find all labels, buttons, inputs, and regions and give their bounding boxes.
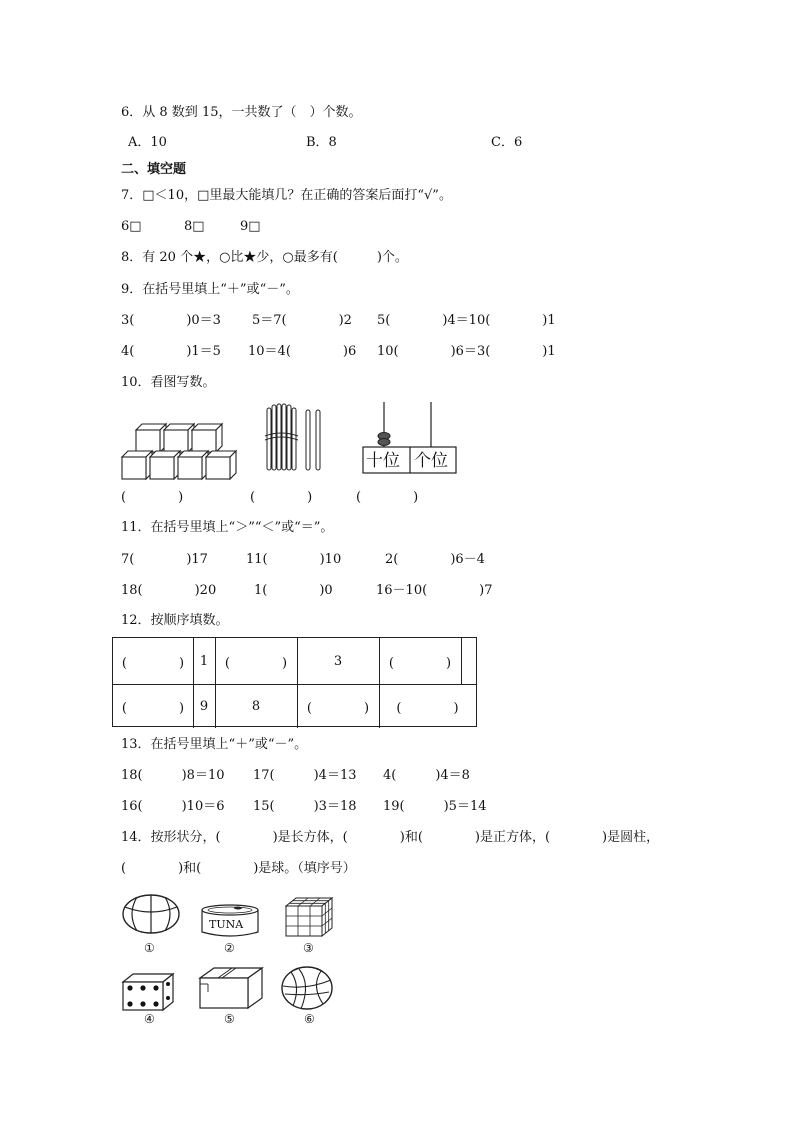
q11-stem: 11．在括号里填上“＞”“＜”或“＝”。 [121, 520, 334, 535]
q9-r2-b[interactable]: 10＝4( )6 [248, 344, 357, 359]
section-title: 二、填空题 [121, 162, 187, 177]
abacus-tens-label: 十位 [366, 451, 400, 471]
q13-r1-b[interactable]: 17( )4＝13 [253, 768, 357, 783]
q13-r2-a[interactable]: 16( )10＝6 [121, 799, 225, 814]
seq-r1-c3[interactable]: ( ) [224, 655, 288, 671]
q11-r1-b[interactable]: 11( )10 [246, 552, 342, 567]
q6-option-a[interactable]: A．10 [128, 135, 167, 150]
q6-option-c[interactable]: C．6 [491, 135, 523, 150]
q6-option-b[interactable]: B．8 [306, 135, 337, 150]
q10-stem: 10．看图写数。 [121, 375, 216, 390]
q13-r2-b[interactable]: 15( )3＝18 [253, 799, 357, 814]
box-icon [198, 966, 264, 1012]
q9-r1-a[interactable]: 3( )0＝3 [121, 313, 221, 328]
q11-r1-c[interactable]: 2( )6－4 [385, 552, 485, 567]
q9-stem: 9．在括号里填上“＋”或“－”。 [121, 282, 299, 297]
q7-choice-8[interactable]: 8□ [184, 219, 205, 234]
q9-r2-a[interactable]: 4( )1＝5 [121, 344, 221, 359]
basketball-icon [121, 893, 183, 939]
shape-number-3: ③ [303, 941, 314, 955]
q10-answer-3[interactable]: ( ) [356, 490, 419, 505]
q12-stem: 12．按顺序填数。 [121, 613, 229, 628]
q11-r2-c[interactable]: 16－10( )7 [376, 583, 493, 598]
q7-choice-9[interactable]: 9□ [240, 219, 261, 234]
seq-r1-c2: 1 [199, 653, 209, 669]
q13-r1-a[interactable]: 18( )8＝10 [121, 768, 225, 783]
shape-number-6: ⑥ [304, 1012, 315, 1026]
q13-r1-c[interactable]: 4( )4＝8 [383, 768, 470, 783]
shape-number-2: ② [224, 941, 235, 955]
q11-r2-a[interactable]: 18( )20 [121, 583, 217, 598]
tuna-label: TUNA [209, 918, 244, 931]
q13-stem: 13．在括号里填上“＋”或“－”。 [121, 737, 308, 752]
q6-stem: 6．从 8 数到 15，一共数了（ ）个数。 [121, 105, 362, 120]
q11-r2-b[interactable]: 1( )0 [254, 583, 333, 598]
seq-r2-c1[interactable]: ( ) [121, 700, 185, 716]
q13-r2-c[interactable]: 19( )5＝14 [383, 799, 487, 814]
q10-answer-2[interactable]: ( ) [250, 490, 313, 505]
shape-number-4: ④ [144, 1012, 155, 1026]
sequence-table [112, 637, 477, 727]
q9-r1-c[interactable]: 5( )4＝10( )1 [377, 313, 556, 328]
sticks-picture [262, 400, 332, 475]
seq-r1-c5[interactable]: ( ) [388, 655, 452, 671]
q11-r1-a[interactable]: 7( )17 [121, 552, 208, 567]
abacus-ones-label: 个位 [414, 451, 448, 471]
seq-r2-c4[interactable]: ( ) [306, 700, 370, 716]
seq-r2-c3: 8 [251, 698, 261, 714]
dice-icon [121, 972, 177, 1012]
cubes-picture [120, 418, 240, 480]
shape-number-1: ① [144, 941, 155, 955]
q10-answer-1[interactable]: ( ) [121, 490, 184, 505]
seq-r1-c1[interactable]: ( ) [121, 655, 185, 671]
volleyball-icon [281, 966, 335, 1012]
seq-r2-c2: 9 [199, 698, 209, 714]
q7-stem: 7．□＜10，□里最大能填几？在正确的答案后面打“√”。 [121, 188, 452, 203]
shape-number-5: ⑤ [224, 1012, 235, 1026]
q14-line2: ( )和( )是球。（填序号） [121, 861, 356, 876]
seq-r1-c4: 3 [333, 653, 343, 669]
seq-r2-c5[interactable]: ( ) [396, 700, 459, 716]
q9-r1-b[interactable]: 5＝7( )2 [252, 313, 352, 328]
q8-stem: 8．有 20 个★，○比★少，○最多有( )个。 [121, 250, 408, 265]
q7-choice-6[interactable]: 6□ [121, 219, 142, 234]
q9-r2-c[interactable]: 10( )6＝3( )1 [377, 344, 556, 359]
q14-line1: 14．按形状分，( )是长方体，( )和( )是正方体，( )是圆柱， [121, 830, 660, 845]
rubik-cube-icon [284, 896, 334, 938]
